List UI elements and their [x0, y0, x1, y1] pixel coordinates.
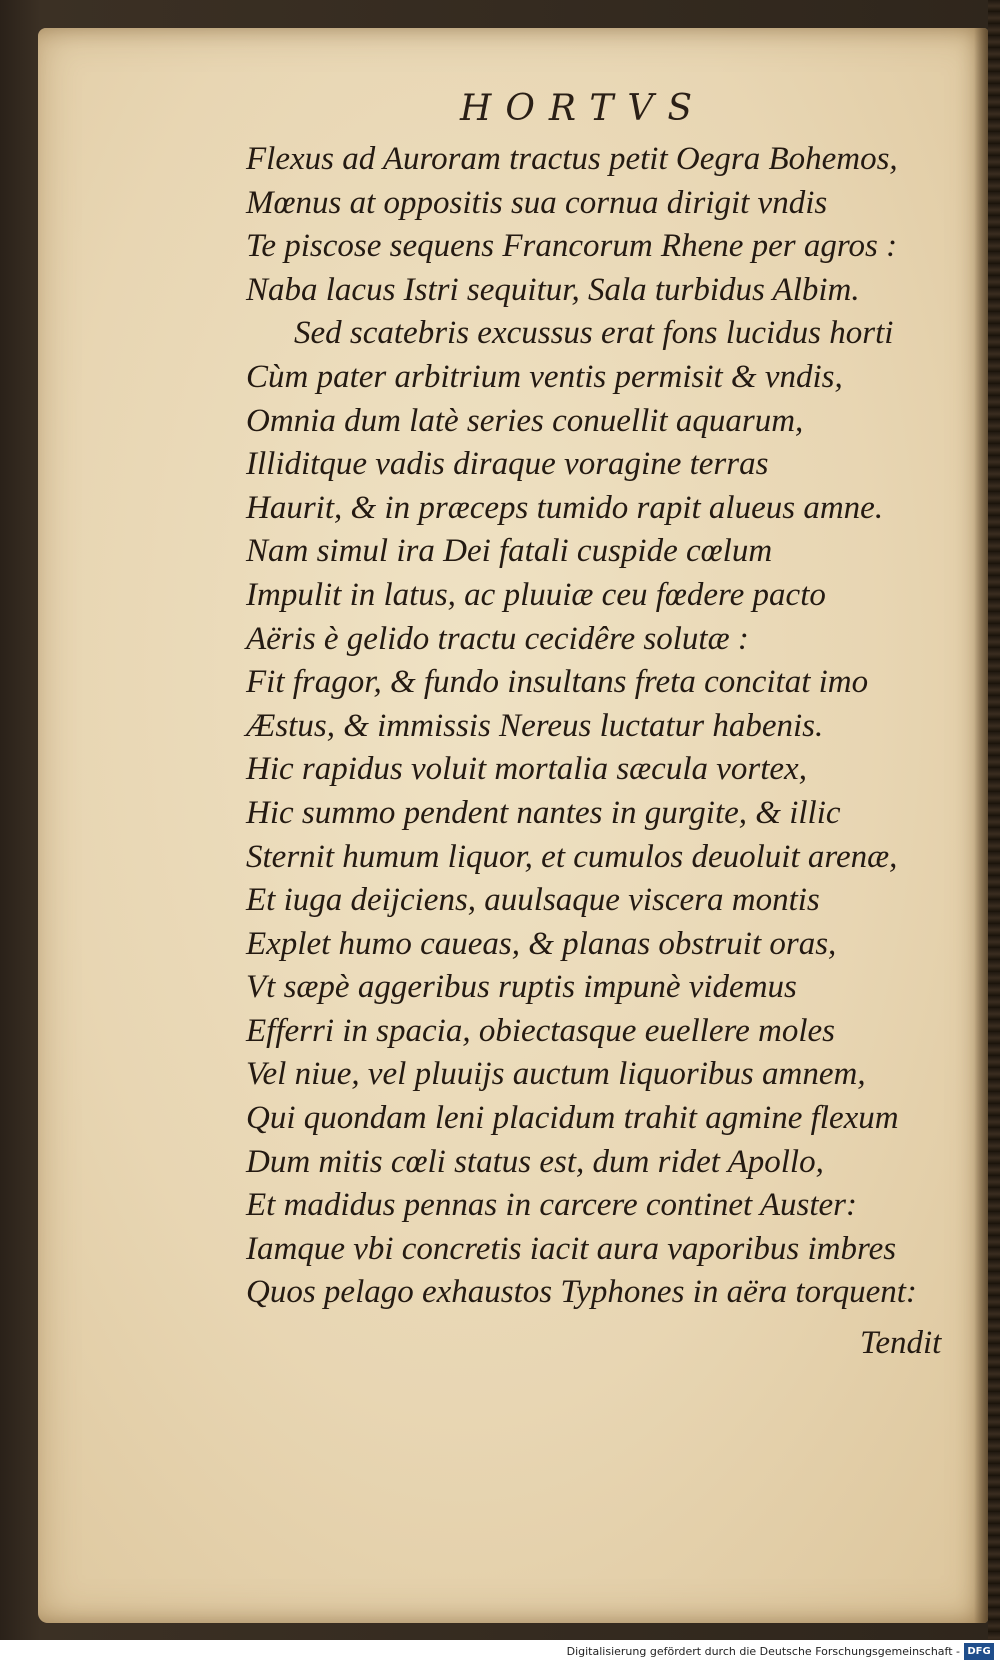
text-line: Cùm pater arbitrium ventis permisit & vndis, — [246, 358, 843, 395]
text-line: Et iuga deijciens, auulsaque viscera montis — [246, 882, 820, 919]
text-line: Vt sæpè aggeribus ruptis impunè videmus — [246, 969, 797, 1006]
text-line: Flexus ad Auroram tractus petit Oegra Bohemos, — [246, 141, 898, 177]
text-line: Te piscose sequens Francorum Rhene per agros : — [246, 228, 898, 265]
text-line: Dum mitis cœli status est, dum ridet Apollo, — [246, 1143, 824, 1180]
text-line: Quos pelago exhaustos Typhones in aëra torquent: — [246, 1274, 917, 1311]
text-line: Illiditque vadis diraque voragine terras — [246, 446, 769, 483]
text-line: Hic rapidus voluit mortalia sæcula vortex, — [246, 751, 807, 788]
text-line: Qui quondam leni placidum trahit agmine flexum — [246, 1100, 899, 1137]
running-head: HORTVS — [460, 88, 707, 129]
text-line: Vel niue, vel pluuijs auctum liquoribus amnem, — [246, 1056, 866, 1093]
poem-text — [246, 138, 966, 1315]
text-line: Naba lacus Istri sequitur, Sala turbidus Albim. — [246, 271, 860, 308]
book-edge — [988, 0, 1000, 1640]
text-line: Impulit in latus, ac pluuiæ ceu fœdere pacto — [246, 576, 826, 613]
text-line: Aëris è gelido tractu cecidêre solutæ : — [246, 620, 749, 657]
text-line: Æstus, & immissis Nereus luctatur habenis. — [246, 707, 824, 744]
text-line: Haurit, & in præceps tumido rapit alueus amne. — [246, 489, 884, 526]
text-line: Fit fragor, & fundo insultans freta concitat imo — [246, 664, 869, 701]
text-line: Omnia dum latè series conuellit aquarum, — [246, 402, 804, 439]
text-line: Efferri in spacia, obiectasque euellere moles — [246, 1012, 835, 1049]
text-line: Sternit humum liquor, et cumulos deuoluit arenæ, — [246, 838, 898, 875]
catchword: Tendit — [860, 1325, 942, 1361]
text-line: Hic summo pendent nantes in gurgite, & illic — [246, 794, 841, 831]
text-line: Iamque vbi concretis iacit aura vaporibus imbres — [246, 1230, 897, 1267]
text-line: Mœnus at oppositis sua cornua dirigit vndis — [246, 184, 828, 221]
text-line: Et madidus pennas in carcere continet Auster: — [246, 1187, 857, 1224]
dfg-logo: DFG — [964, 1643, 994, 1660]
text-line: Explet humo caueas, & planas obstruit oras, — [246, 925, 837, 962]
text-line: Sed scatebris excussus erat fons lucidus horti — [294, 315, 894, 352]
footer-bar — [0, 1640, 1000, 1666]
funding-credit: Digitalisierung gefördert durch die Deutsche Forschungsgemeinschaft - — [566, 1645, 960, 1658]
page-gutter-shadow — [974, 28, 988, 1623]
text-line: Nam simul ira Dei fatali cuspide cœlum — [246, 533, 773, 570]
